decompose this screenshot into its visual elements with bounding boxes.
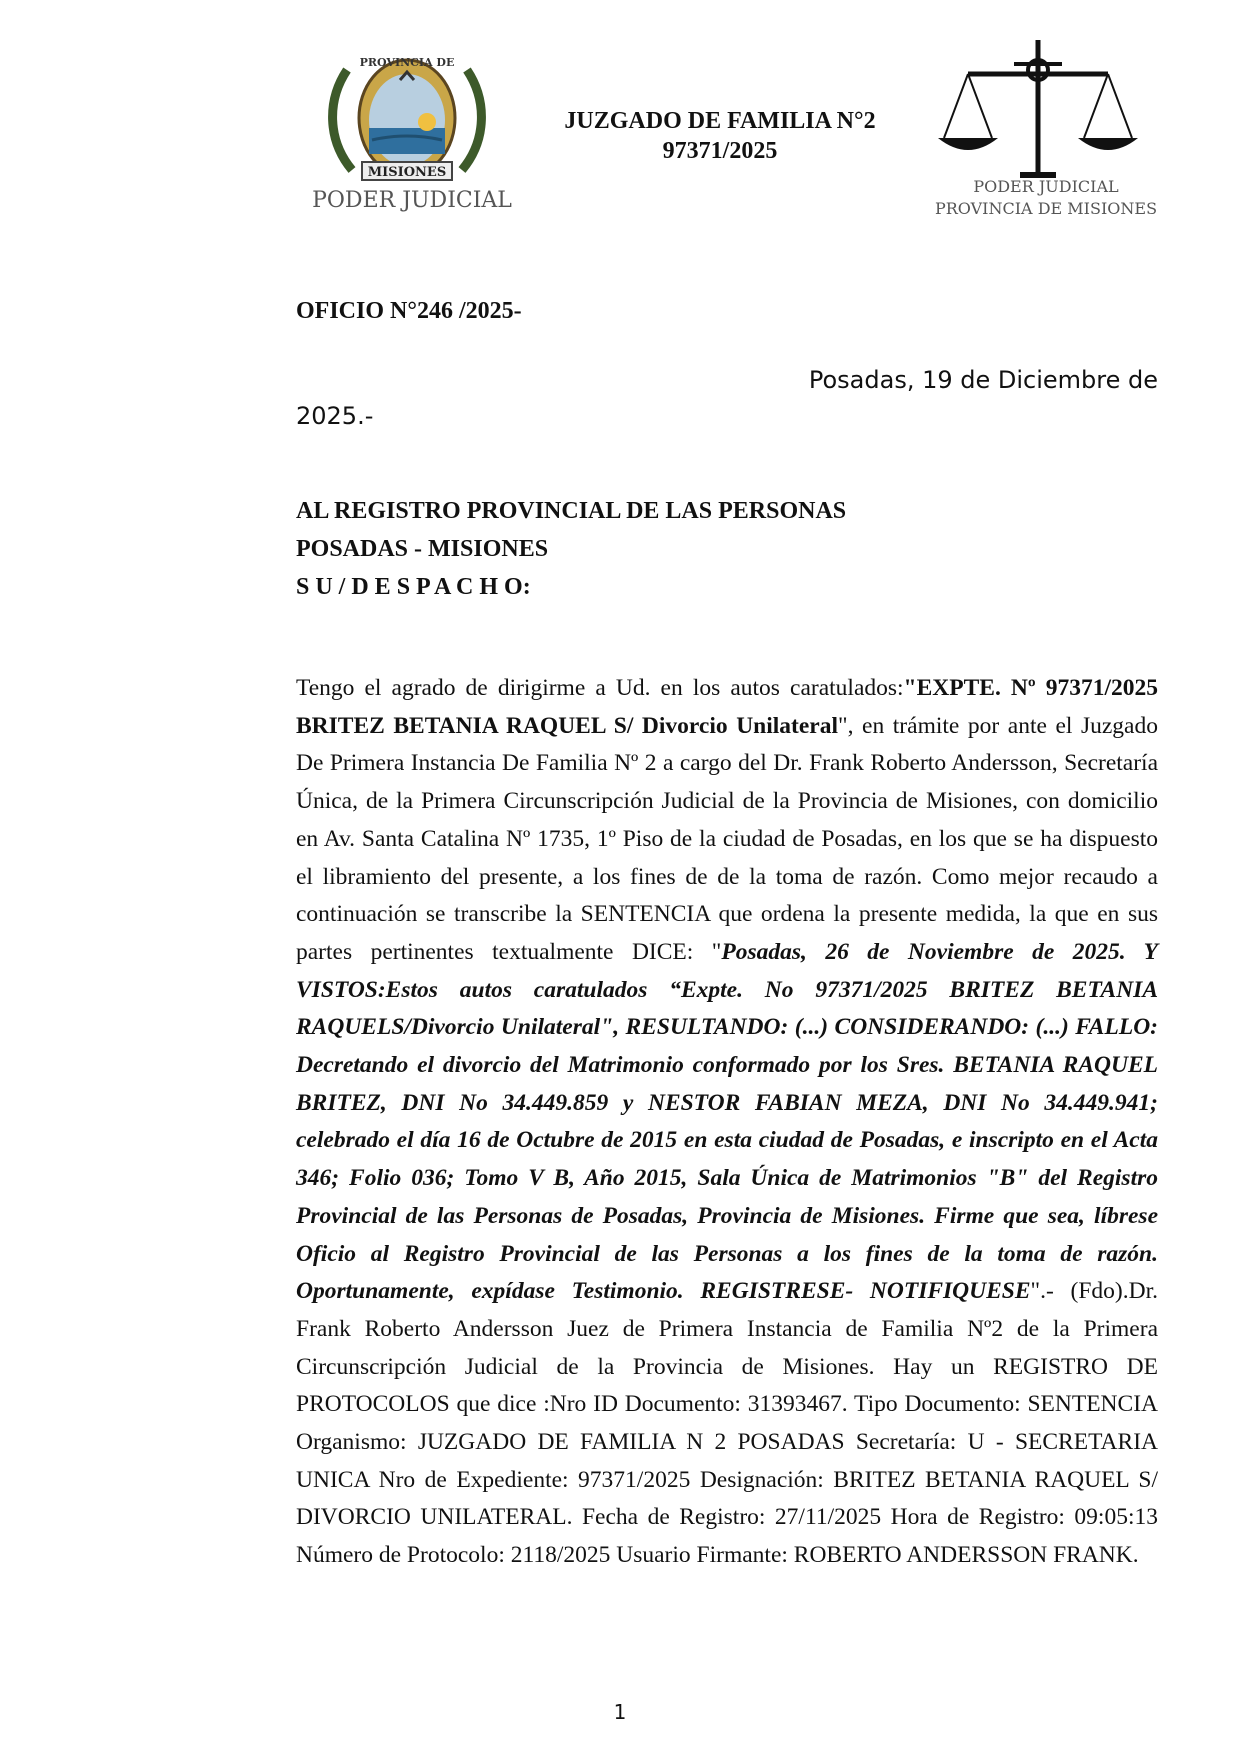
body-signature-registry: ".- (Fdo).Dr. Frank Roberto Andersson Juez de Primera Instancia de Familia Nº2 de la Primera Circunscripción Judicial de la Provincia de Misiones. Hay un REGISTRO DE PROTOCOLOS que dice :Nro ID Documento: 31393467. Tipo Documento: SENTENCIA Organismo: JUZGADO DE FAMILIA N 2 POSADAS Secretaría: U - SECRETARIA UNICA Nro de Expediente: 97371/2025 Designación: BRITEZ BETANIA RAQUEL S/ DIVORCIO UNILATERAL. Fecha de Registro: 27/11/2025 Hora de Registro: 09:05:13 Número de Protocolo: 2118/2025 Usuario Firmante: ROBERTO ANDERSSON FRANK. (296, 1278, 1159, 1569)
seal-arc-text: PROVINCIA DE (359, 56, 455, 69)
date-line (296, 362, 1158, 434)
body-paragraph (296, 670, 1158, 1575)
scales-of-justice-icon (938, 34, 1154, 184)
right-seal-caption-line1: PODER JUDICIAL (973, 177, 1119, 196)
addressee-line-1: AL REGISTRO PROVINCIAL DE LAS PERSONAS (296, 498, 847, 524)
date-line-1: Posadas, 19 de Diciembre de (808, 366, 1158, 394)
page-number: 1 (613, 1700, 627, 1724)
addressee-line-2: POSADAS - MISIONES (296, 536, 549, 562)
case-title: "EXPTE. Nº 97371/2025 BRITEZ BETANIA RAQUEL S/ Divorcio Unilateral (296, 675, 1158, 739)
oficio-number: OFICIO N°246 /2025- (296, 298, 522, 324)
case-number: 97371/2025 (662, 138, 778, 164)
body-procedure: ", en trámite por ante el Juzgado De Primera Instancia De Familia Nº 2 a cargo del Dr. Frank Roberto Andersson, Secretaría Única, de la Primera Circunscripción Judicial de la Provincia de Misiones, con domicilio en Av. Santa Catalina Nº 1735, 1º Piso de la ciudad de Posadas, en los que se ha dispuesto el libramiento del presente, a los fines de de la toma de razón. Como mejor recaudo a continuación se transcribe la SENTENCIA que ordena la presente medida, la que en sus partes pertinentes textualmente DICE: " (296, 712, 1158, 965)
addressee-block (296, 492, 846, 606)
court-name: JUZGADO DE FAMILIA N°2 (564, 108, 876, 134)
seal-banner-text: MISIONES (367, 165, 447, 180)
sentence-transcription: Posadas, 26 de Noviembre de 2025. Y VISTOS:Estos autos caratulados “Expte. No 97371/2025 BRITEZ BETANIA RAQUELS/Divorcio Unilateral", RESULTANDO: (...) CONSIDERANDO: (...) FALLO: Decretando el divorcio del Matrimonio conformado por los Sres. BETANIA RAQUEL BRITEZ, DNI No 34.449.859 y NESTOR FABIAN MEZA, DNI No 34.449.941; celebrado el día 16 de Octubre de 2015 en esta ciudad de Posadas, e inscripto en el Acta 346; Folio 036; Tomo V B, Año 2015, Sala Única de Matrimonios "B" del Registro Provincial de las Personas de Posadas, Provincia de Misiones. Firme que sea, líbrese Oficio al Registro Provincial de las Personas a los fines de la toma de razón. Oportunamente, expídase Testimonio. REGISTRESE- NOTIFIQUESE (296, 938, 1158, 1305)
body-intro: Tengo el agrado de dirigirme a Ud. en los autos caratulados: (296, 675, 904, 701)
left-seal-caption: PODER JUDICIAL (312, 188, 512, 213)
addressee-line-3: S U / D E S P A C H O: (296, 574, 531, 600)
date-line-2: 2025.- (296, 402, 374, 430)
right-seal-caption-line2: PROVINCIA DE MISIONES (934, 199, 1158, 218)
poder-judicial-scales-seal (934, 34, 1158, 218)
right-seal-caption (928, 176, 1164, 220)
court-header (520, 106, 920, 166)
provincia-misiones-seal (312, 40, 512, 218)
